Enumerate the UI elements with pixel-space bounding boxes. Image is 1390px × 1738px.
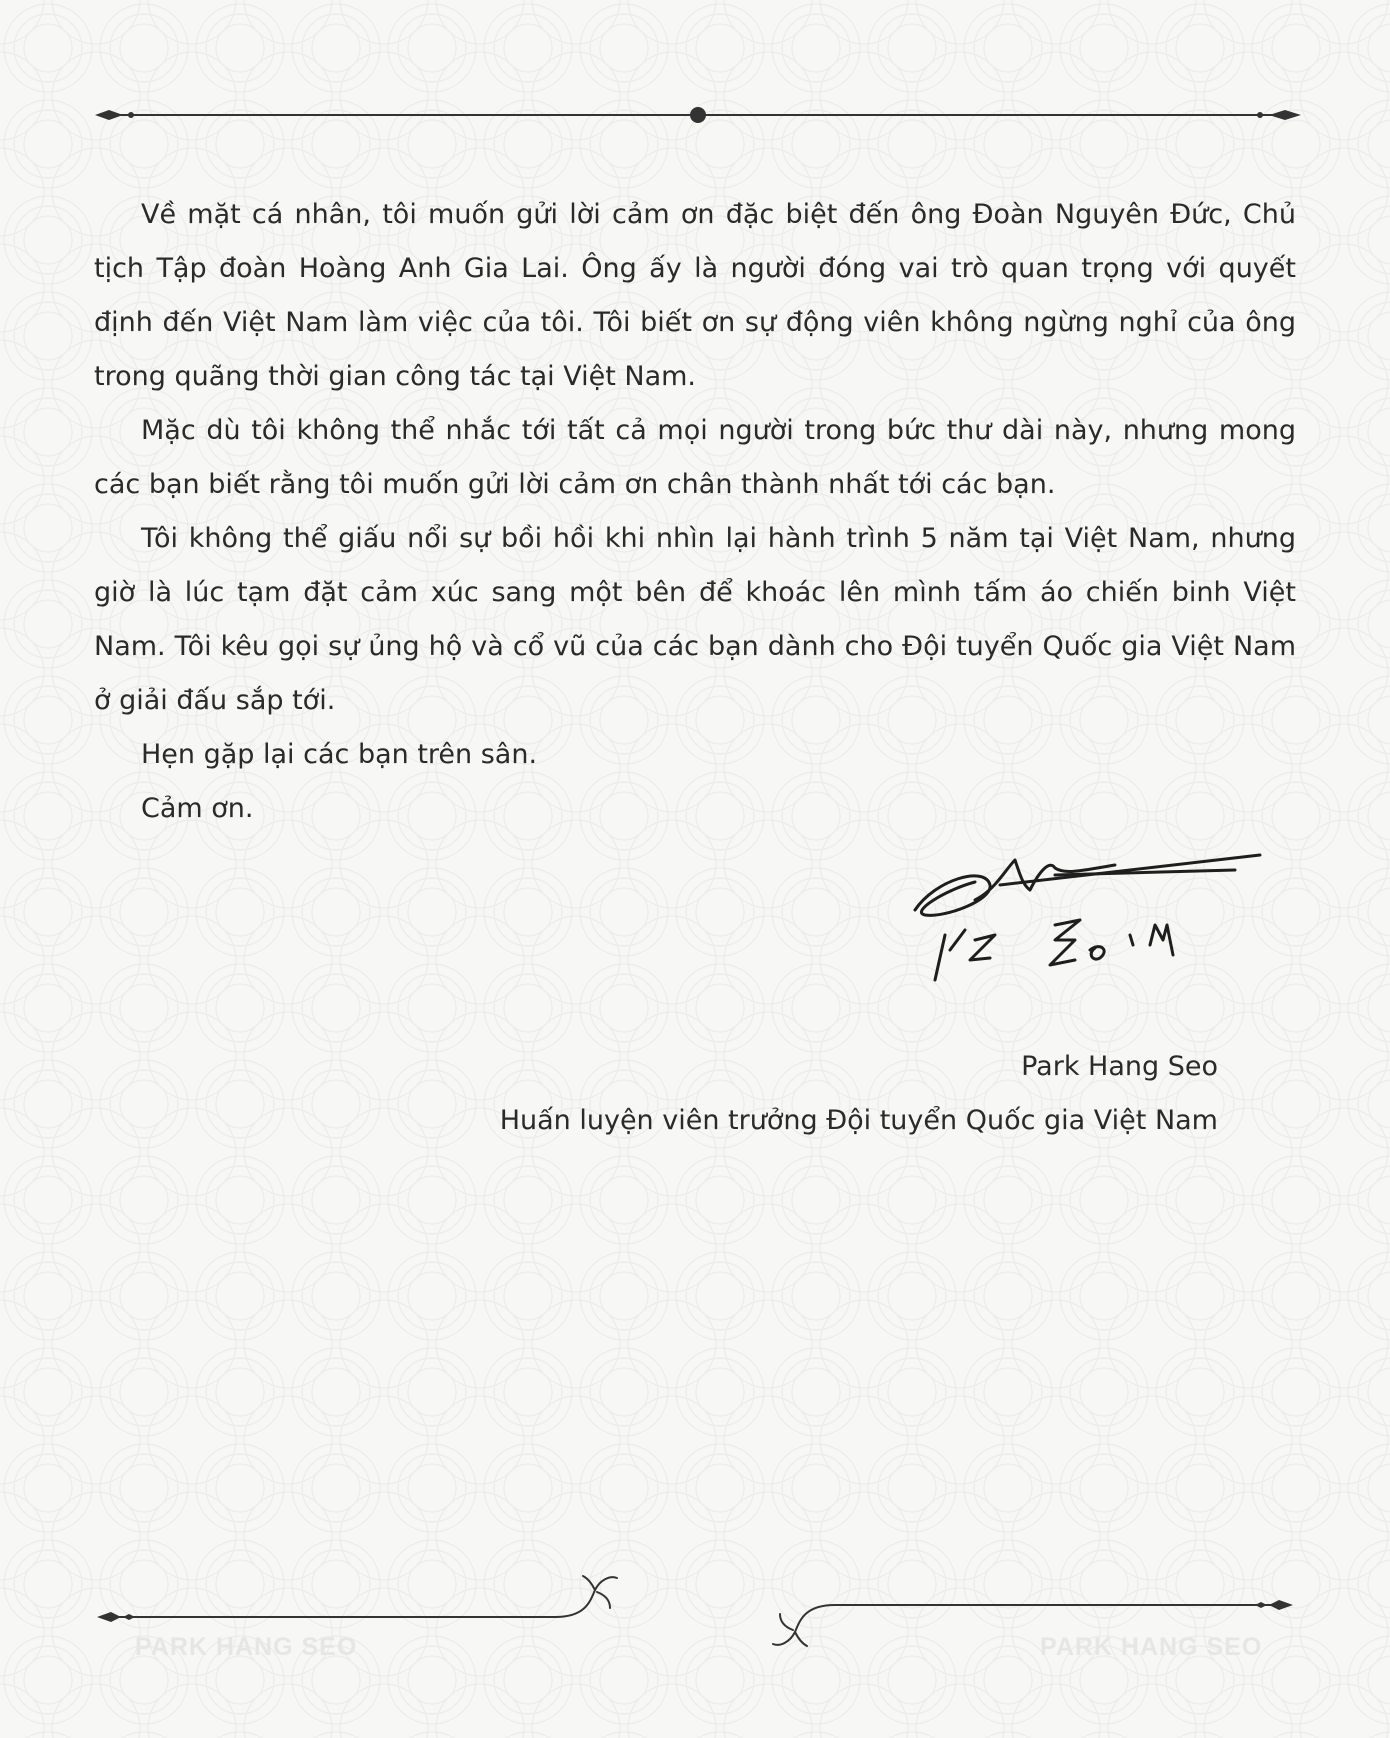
signer-name: Park Hang Seo: [1021, 1051, 1218, 1082]
letter-paragraph: Tôi không thể giấu nổi sự bồi hồi khi nhìn lại hành trình 5 năm tại Việt Nam, nhưng giờ là lúc tạm đặt cảm xúc sang một bên để khoác lên mình tấm áo chiến binh Việt Nam. Tôi kêu gọi sự ủng hộ và cổ vũ của các bạn dành cho Đội tuyển Quốc gia Việt Nam ở giải đấu sắp tới.: [94, 523, 1296, 716]
signer-title: Huấn luyện viên trưởng Đội tuyển Quốc gia Việt Nam: [499, 1105, 1218, 1136]
watermark-left: PARK HANG SEO: [135, 1633, 358, 1661]
handwritten-signature: [905, 830, 1265, 1000]
letter-paragraph: Mặc dù tôi không thể nhắc tới tất cả mọi người trong bức thư dài này, nhưng mong các bạn biết rằng tôi muốn gửi lời cảm ơn chân thành nhất tới các bạn.: [94, 415, 1296, 500]
top-divider-ornament: [95, 100, 1305, 132]
watermark-right: PARK HANG SEO: [1040, 1633, 1263, 1661]
letter-body: [94, 188, 1296, 836]
signature-block: [440, 1040, 1218, 1148]
letter-paragraph: Về mặt cá nhân, tôi muốn gửi lời cảm ơn đặc biệt đến ông Đoàn Nguyên Đức, Chủ tịch Tập đoàn Hoàng Anh Gia Lai. Ông ấy là người đóng vai trò quan trọng với quyết định đến Việt Nam làm việc của tôi. Tôi biết ơn sự động viên không ngừng nghỉ của ông trong quãng thời gian công tác tại Việt Nam.: [94, 199, 1296, 392]
letter-paragraph: Cảm ơn.: [141, 793, 254, 824]
letter-paragraph: Hẹn gặp lại các bạn trên sân.: [141, 739, 538, 770]
